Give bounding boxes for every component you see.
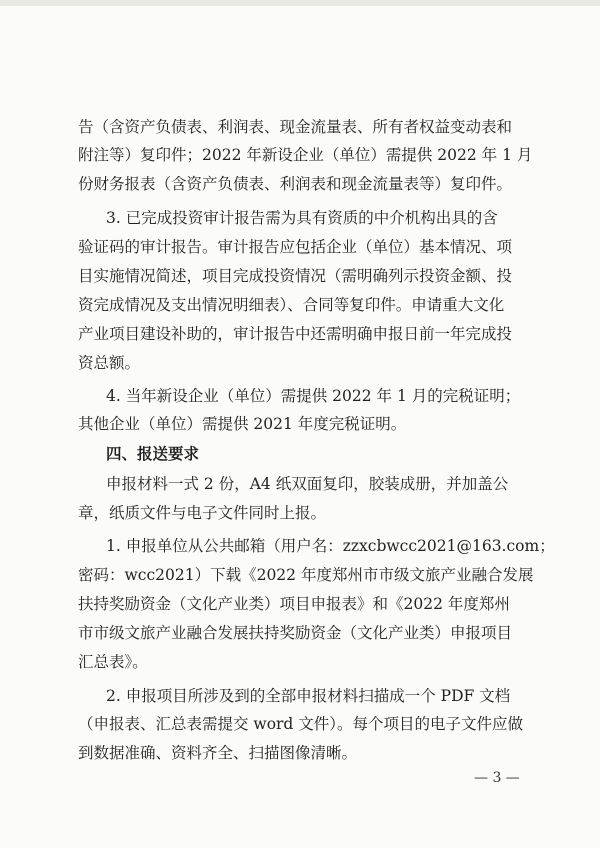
section-heading: 四、报送要求 xyxy=(106,445,200,463)
scan-edge xyxy=(0,0,600,6)
item-4-line: 4. 当年新设企业（单位）需提供 2022 年 1 月的完税证明； xyxy=(106,387,521,405)
page-number: — 3 — xyxy=(474,770,520,786)
body-line: 附注等）复印件；2022 年新设企业（单位）需提供 2022 年 1 月 xyxy=(78,146,533,164)
item-1-line: 1. 申报单位从公共邮箱（用户名：zzxcbwcc2021@163.com； xyxy=(106,537,555,555)
body-line: 汇总表》。 xyxy=(78,653,148,671)
item-3-line: 3. 已完成投资审计报告需为具有资质的中介机构出具的含 xyxy=(106,209,498,227)
item-2-line: 2. 申报项目所涉及到的全部申报材料扫描成一个 PDF 文档 xyxy=(106,687,511,705)
body-line: 验证码的审计报告。审计报告应包括企业（单位）基本情况、项 xyxy=(78,238,513,256)
body-line: 市市级文旅产业融合发展扶持奖励资金（文化产业类）申报项目 xyxy=(78,624,513,642)
body-line: 到数据准确、资料齐全、扫描图像清晰。 xyxy=(78,744,358,762)
body-line: 其他企业（单位）需提供 2021 年度完税证明。 xyxy=(78,415,407,433)
body-line: 资完成情况及支出情况明细表）、合同等复印件。申请重大文化 xyxy=(78,296,505,314)
body-line: 告（含资产负债表、利润表、现金流量表、所有者权益变动表和 xyxy=(78,118,513,136)
body-line: 产业项目建设补助的，审计报告中还需明确申报日前一年完成投 xyxy=(78,325,513,343)
body-line: （申报表、汇总表需提交 word 文件）。每个项目的电子文件应做 xyxy=(78,715,524,733)
body-line: 密码：wcc2021）下载《2022 年度郑州市市级文旅产业融合发展 xyxy=(78,566,534,584)
body-line: 章，纸质文件与电子文件同时上报。 xyxy=(78,504,327,522)
body-line: 申报材料一式 2 份，A4 纸双面复印，胶装成册，并加盖公 xyxy=(106,475,509,493)
body-line: 资总额。 xyxy=(78,354,141,372)
body-line: 份财务报表（含资产负债表、利润表和现金流量表等）复印件。 xyxy=(78,175,513,193)
body-line: 扶持奖励资金（文化产业类）项目申报表》和《2022 年度郑州 xyxy=(78,595,510,613)
body-line: 目实施情况简述，项目完成投资情况（需明确列示投资金额、投 xyxy=(78,267,513,285)
